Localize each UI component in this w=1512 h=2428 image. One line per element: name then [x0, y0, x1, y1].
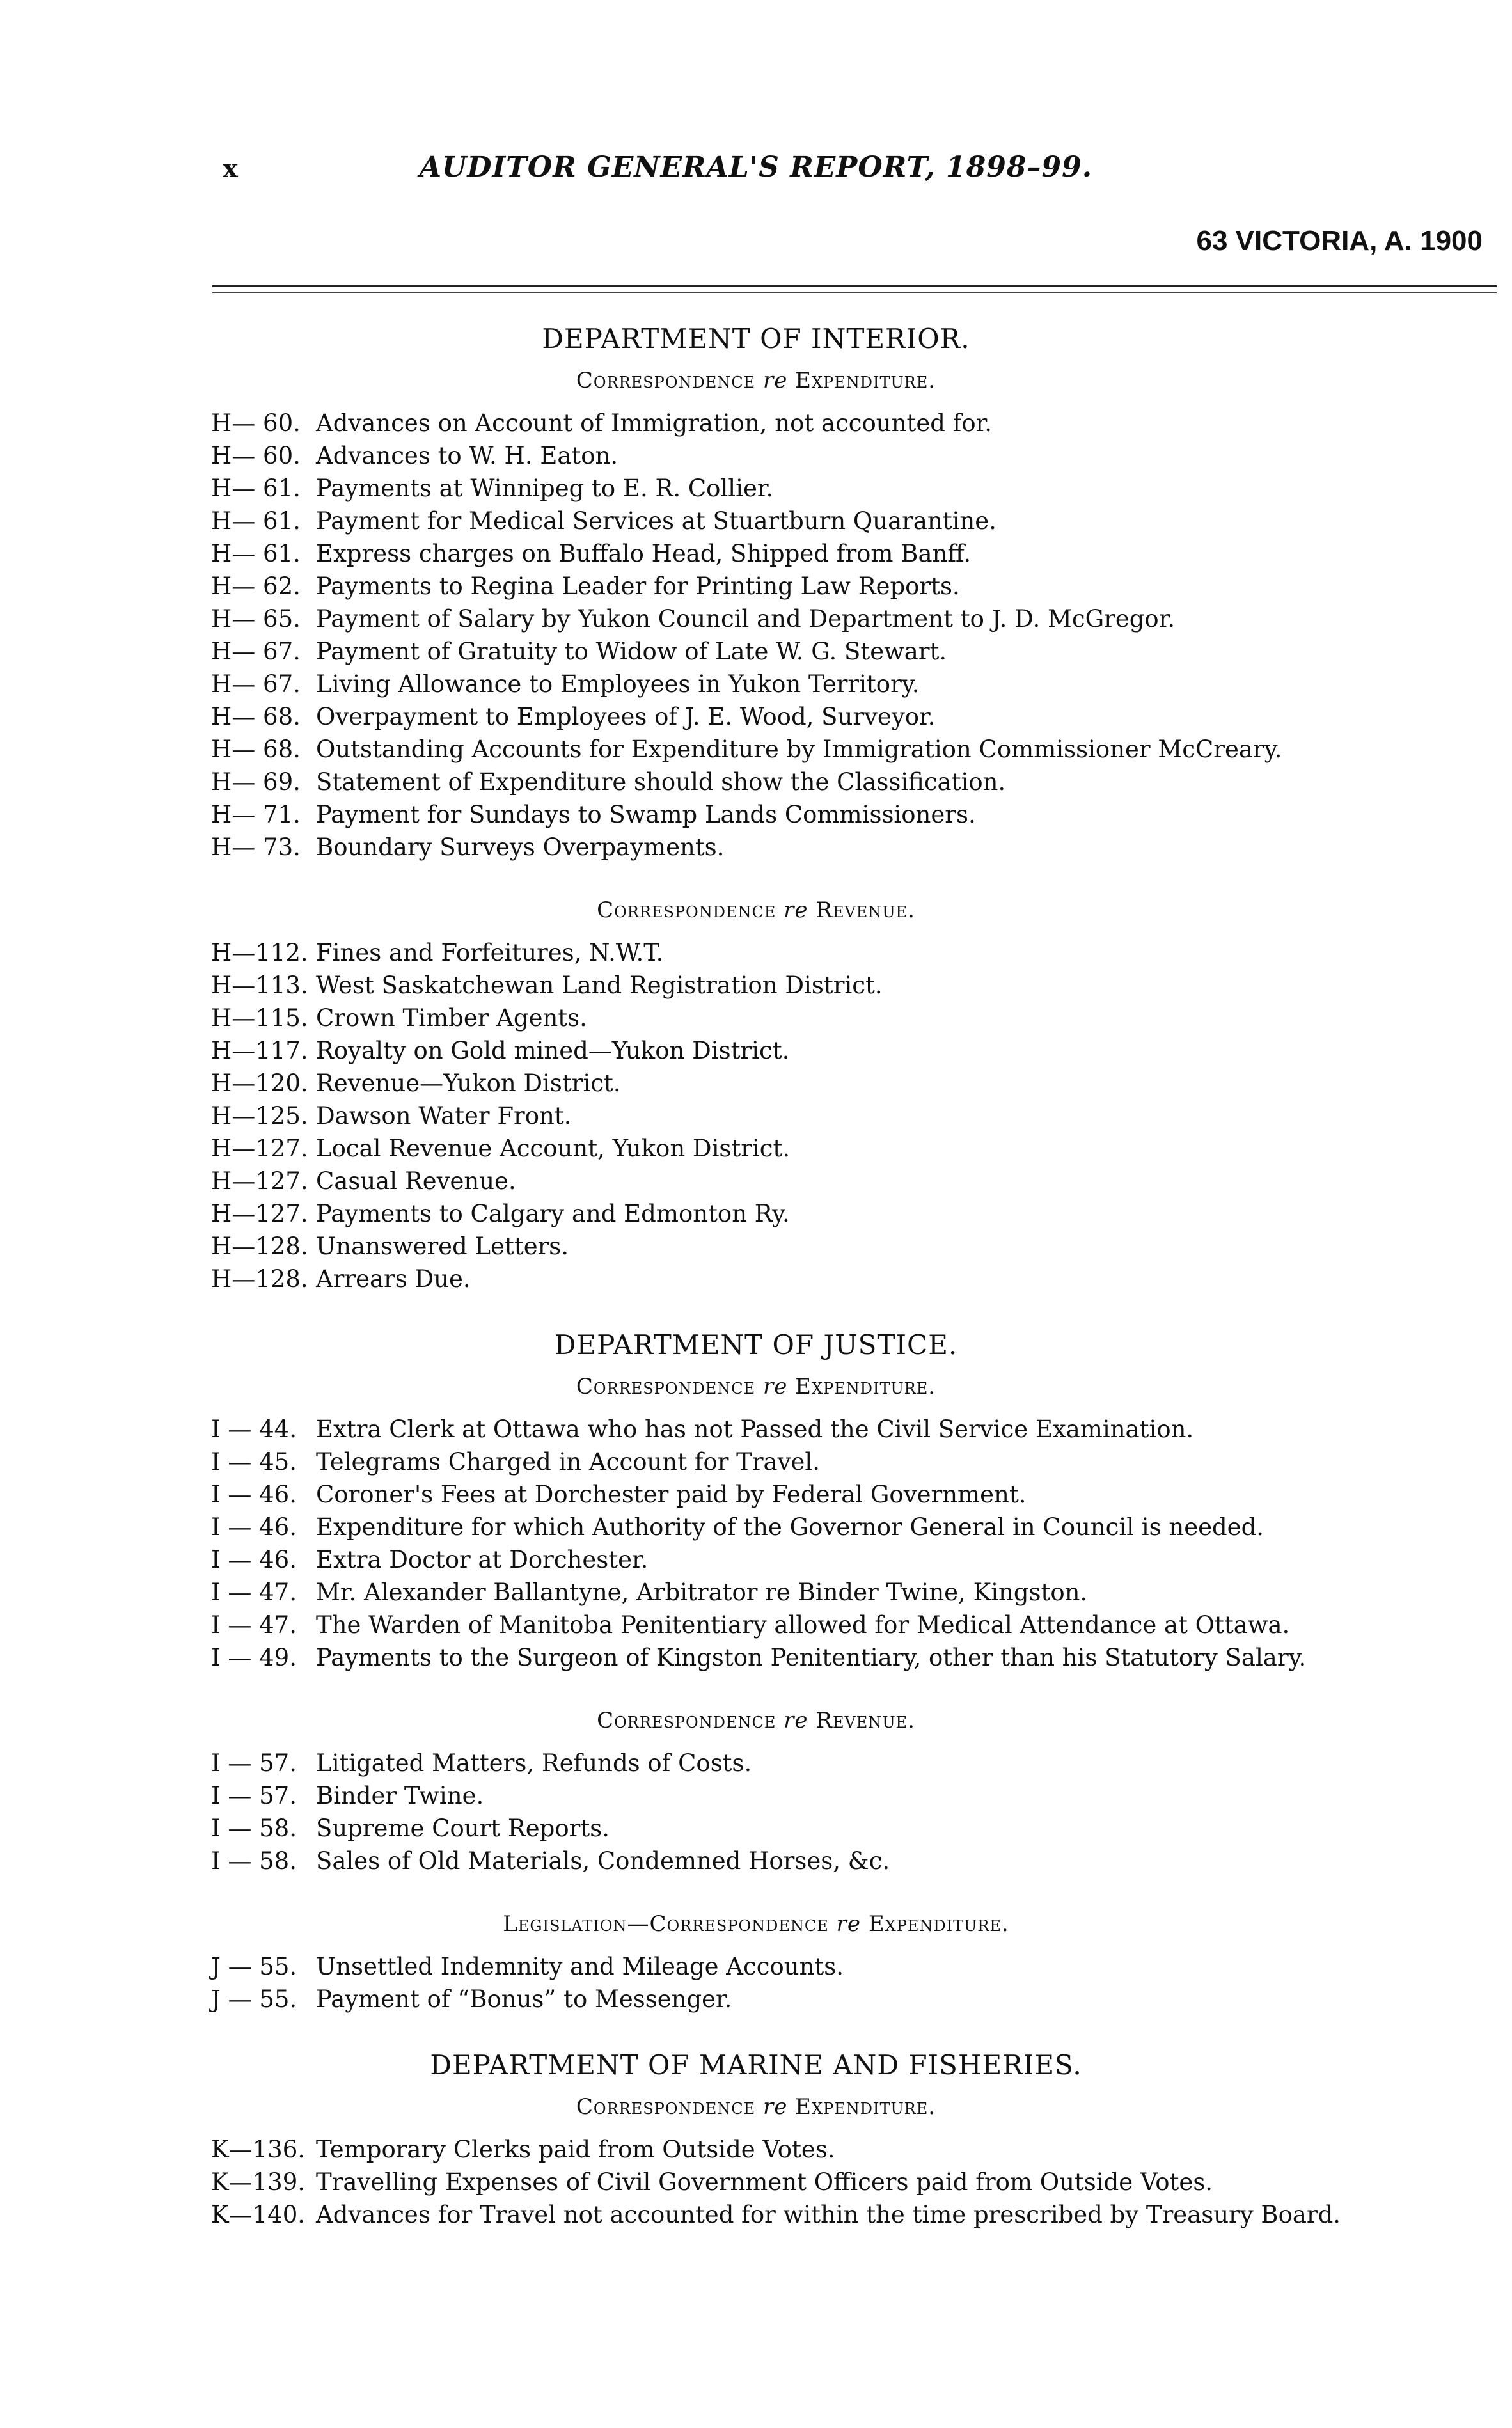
report-entry	[0, 766, 1512, 798]
entry-text: Telegrams Charged in Account for Travel.	[316, 1448, 821, 1476]
report-entry	[0, 537, 1512, 570]
report-entry	[0, 1263, 1512, 1295]
entry-text: Fines and Forfeitures, N.W.T.	[316, 939, 664, 966]
entry-code: H— 69.	[211, 768, 301, 796]
subheading-main: Correspondence	[649, 1911, 829, 1937]
report-entry	[0, 439, 1512, 472]
entry-text: Mr. Alexander Ballantyne, Arbitrator re Binder Twine, Kingston.	[316, 1579, 1088, 1606]
entry-code: H—127.	[211, 1167, 308, 1195]
report-entry	[0, 1747, 1512, 1779]
entry-text: Extra Clerk at Ottawa who has not Passed the Civil Service Examination.	[316, 1415, 1194, 1443]
entry-code: I — 47.	[211, 1579, 297, 1606]
session-label: 63 VICTORIA, A. 1900	[1196, 225, 1483, 256]
entry-text: Boundary Surveys Overpayments.	[316, 833, 725, 861]
report-entry	[0, 1950, 1512, 1983]
report-entry	[0, 798, 1512, 831]
entry-text: Litigated Matters, Refunds of Costs.	[316, 1749, 752, 1777]
entry-code: H— 67.	[211, 670, 301, 698]
entry-code: I — 57.	[211, 1782, 297, 1809]
section-subheading	[0, 2088, 1512, 2125]
entry-code: I — 57.	[211, 1749, 297, 1777]
report-entry	[0, 603, 1512, 635]
entry-text: Expenditure for which Authority of the Governor General in Council is needed.	[316, 1513, 1264, 1541]
report-entry	[0, 1002, 1512, 1034]
section-subheading	[0, 1905, 1512, 1943]
entry-code: H—125.	[211, 1102, 308, 1130]
subheading-re: re	[762, 1374, 788, 1399]
entry-code: H—128.	[211, 1265, 308, 1293]
section-subheading	[0, 1368, 1512, 1405]
report-entry	[0, 505, 1512, 537]
report-entry	[0, 1100, 1512, 1132]
subheading-topic: Expenditure.	[795, 1374, 936, 1399]
entry-code: H— 60.	[211, 409, 301, 437]
report-entry	[0, 1511, 1512, 1543]
report-entry	[0, 936, 1512, 969]
entry-code: H— 67.	[211, 638, 301, 665]
entry-text: Overpayment to Employees of J. E. Wood, Surveyor.	[316, 703, 936, 730]
entry-code: H—127.	[211, 1200, 308, 1227]
entry-text: Royalty on Gold mined—Yukon District.	[316, 1037, 790, 1064]
entry-code: H— 65.	[211, 605, 301, 633]
report-entry	[0, 1779, 1512, 1812]
report-entry	[0, 969, 1512, 1002]
entry-text: Advances on Account of Immigration, not accounted for.	[316, 409, 993, 437]
header-rule	[212, 285, 1497, 293]
subheading-main: Correspondence	[576, 2094, 756, 2120]
entry-code: K—139.	[211, 2168, 306, 2196]
report-entry	[0, 1609, 1512, 1641]
entry-text: Binder Twine.	[316, 1782, 484, 1809]
report-entry	[0, 1641, 1512, 1674]
entry-text: West Saskatchewan Land Registration District.	[316, 972, 883, 999]
subheading-re: re	[762, 2094, 788, 2120]
entry-code: H— 71.	[211, 801, 301, 828]
entry-text: Extra Doctor at Dorchester.	[316, 1546, 649, 1573]
entry-text: Living Allowance to Employees in Yukon Territory.	[316, 670, 920, 698]
entry-text: Travelling Expenses of Civil Government Officers paid from Outside Votes.	[316, 2168, 1213, 2196]
subheading-main: Correspondence	[576, 1374, 756, 1399]
subheading-main: Correspondence	[597, 897, 776, 923]
entry-text: Payment for Sundays to Swamp Lands Commissioners.	[316, 801, 976, 828]
report-content	[0, 320, 1512, 2231]
entry-text: Payment of “Bonus” to Messenger.	[316, 1985, 732, 2013]
entry-text: Advances to W. H. Eaton.	[316, 442, 618, 469]
entry-code: H—128.	[211, 1233, 308, 1260]
entry-text: Advances for Travel not accounted for within the time prescribed by Treasury Board.	[316, 2201, 1341, 2228]
entry-text: Payment for Medical Services at Stuartburn Quarantine.	[316, 507, 996, 535]
report-entry	[0, 1413, 1512, 1446]
entry-text: Statement of Expenditure should show the Classification.	[316, 768, 1006, 796]
report-entry	[0, 1478, 1512, 1511]
entry-text: Unanswered Letters.	[316, 1233, 569, 1260]
entry-text: Payments to the Surgeon of Kingston Penitentiary, other than his Statutory Salary.	[316, 1644, 1307, 1671]
entry-text: Outstanding Accounts for Expenditure by Immigration Commissioner McCreary.	[316, 736, 1282, 763]
entry-text: Dawson Water Front.	[316, 1102, 572, 1130]
entry-text: Local Revenue Account, Yukon District.	[316, 1135, 791, 1162]
entry-text: Unsettled Indemnity and Mileage Accounts.	[316, 1953, 844, 1980]
entry-code: H—117.	[211, 1037, 308, 1064]
subheading-re: re	[784, 1708, 808, 1733]
page-number: x	[223, 154, 238, 184]
entry-code: H—120.	[211, 1069, 308, 1097]
section-subheading	[0, 892, 1512, 929]
report-entry	[0, 1197, 1512, 1230]
report-entry	[0, 2133, 1512, 2166]
report-entry	[0, 472, 1512, 505]
entry-code: H—115.	[211, 1004, 308, 1032]
subheading-topic: Expenditure.	[795, 368, 936, 393]
entry-code: H— 62.	[211, 572, 301, 600]
report-entry	[0, 2166, 1512, 2198]
report-entry	[0, 1576, 1512, 1609]
entry-code: H— 61.	[211, 507, 301, 535]
entry-code: H—127.	[211, 1135, 308, 1162]
subheading-main: Correspondence	[597, 1708, 776, 1733]
entry-code: I — 45.	[211, 1448, 297, 1476]
entry-code: H— 61.	[211, 475, 301, 502]
entry-code: I — 44.	[211, 1415, 297, 1443]
entry-code: J — 55.	[211, 1985, 297, 2013]
entry-text: Arrears Due.	[316, 1265, 471, 1293]
report-entry	[0, 700, 1512, 733]
entry-text: Express charges on Buffalo Head, Shipped from Banff.	[316, 540, 972, 567]
entry-code: H— 61.	[211, 540, 301, 567]
department-heading: DEPARTMENT OF MARINE AND FISHERIES.	[430, 2049, 1082, 2081]
report-entry	[0, 2198, 1512, 2231]
entry-text: Payments at Winnipeg to E. R. Collier.	[316, 475, 774, 502]
subheading-re: re	[762, 368, 788, 393]
subheading-main: Correspondence	[576, 368, 756, 393]
report-entry	[0, 1812, 1512, 1845]
entry-text: Payment of Gratuity to Widow of Late W. G. Stewart.	[316, 638, 947, 665]
report-entry	[0, 1543, 1512, 1576]
entry-code: J — 55.	[211, 1953, 297, 1980]
subheading-topic: Revenue.	[815, 897, 915, 923]
running-title: AUDITOR GENERAL'S REPORT, 1898–99.	[419, 151, 1093, 184]
entry-code: K—140.	[211, 2201, 306, 2228]
entry-code: H— 73.	[211, 833, 301, 861]
report-entry	[0, 1165, 1512, 1197]
entry-code: K—136.	[211, 2136, 306, 2163]
subheading-topic: Expenditure.	[868, 1911, 1009, 1937]
entry-code: H—112.	[211, 939, 308, 966]
entry-text: Coroner's Fees at Dorchester paid by Federal Government.	[316, 1481, 1027, 1508]
report-entry	[0, 1446, 1512, 1478]
department-heading: DEPARTMENT OF INTERIOR.	[542, 323, 970, 354]
entry-code: I — 49.	[211, 1644, 297, 1671]
entry-text: The Warden of Manitoba Penitentiary allowed for Medical Attendance at Ottawa.	[316, 1611, 1290, 1639]
subheading-topic: Expenditure.	[795, 2094, 936, 2120]
section-subheading	[0, 1702, 1512, 1739]
entry-text: Sales of Old Materials, Condemned Horses, &c.	[316, 1847, 890, 1875]
entry-code: I — 58.	[211, 1847, 297, 1875]
report-entry	[0, 1845, 1512, 1877]
report-entry	[0, 733, 1512, 766]
entry-text: Payments to Regina Leader for Printing Law Reports.	[316, 572, 960, 600]
report-entry	[0, 1067, 1512, 1100]
report-entry	[0, 1230, 1512, 1263]
page-header	[0, 0, 1512, 307]
entry-code: I — 58.	[211, 1815, 297, 1842]
report-entry	[0, 570, 1512, 603]
department-heading: DEPARTMENT OF JUSTICE.	[554, 1329, 958, 1360]
entry-code: H— 60.	[211, 442, 301, 469]
report-entry	[0, 1132, 1512, 1165]
report-entry	[0, 1983, 1512, 2015]
report-entry	[0, 635, 1512, 668]
report-entry	[0, 407, 1512, 439]
entry-text: Crown Timber Agents.	[316, 1004, 587, 1032]
section-subheading	[0, 362, 1512, 399]
report-entry	[0, 668, 1512, 700]
entry-code: H— 68.	[211, 736, 301, 763]
subheading-topic: Revenue.	[815, 1708, 915, 1733]
entry-text: Supreme Court Reports.	[316, 1815, 610, 1842]
subheading-re: re	[784, 897, 808, 923]
entry-code: H— 68.	[211, 703, 301, 730]
entry-code: I — 46.	[211, 1513, 297, 1541]
entry-code: I — 46.	[211, 1481, 297, 1508]
subheading-prefix: Legislation—	[503, 1911, 650, 1937]
report-entry	[0, 831, 1512, 863]
entry-text: Casual Revenue.	[316, 1167, 516, 1195]
entry-code: I — 47.	[211, 1611, 297, 1639]
entry-text: Temporary Clerks paid from Outside Votes.	[316, 2136, 835, 2163]
entry-text: Payment of Salary by Yukon Council and Department to J. D. McGregor.	[316, 605, 1176, 633]
entry-text: Payments to Calgary and Edmonton Ry.	[316, 1200, 790, 1227]
entry-code: H—113.	[211, 972, 308, 999]
report-entry	[0, 1034, 1512, 1067]
subheading-re: re	[836, 1911, 861, 1937]
entry-code: I — 46.	[211, 1546, 297, 1573]
entry-text: Revenue—Yukon District.	[316, 1069, 621, 1097]
